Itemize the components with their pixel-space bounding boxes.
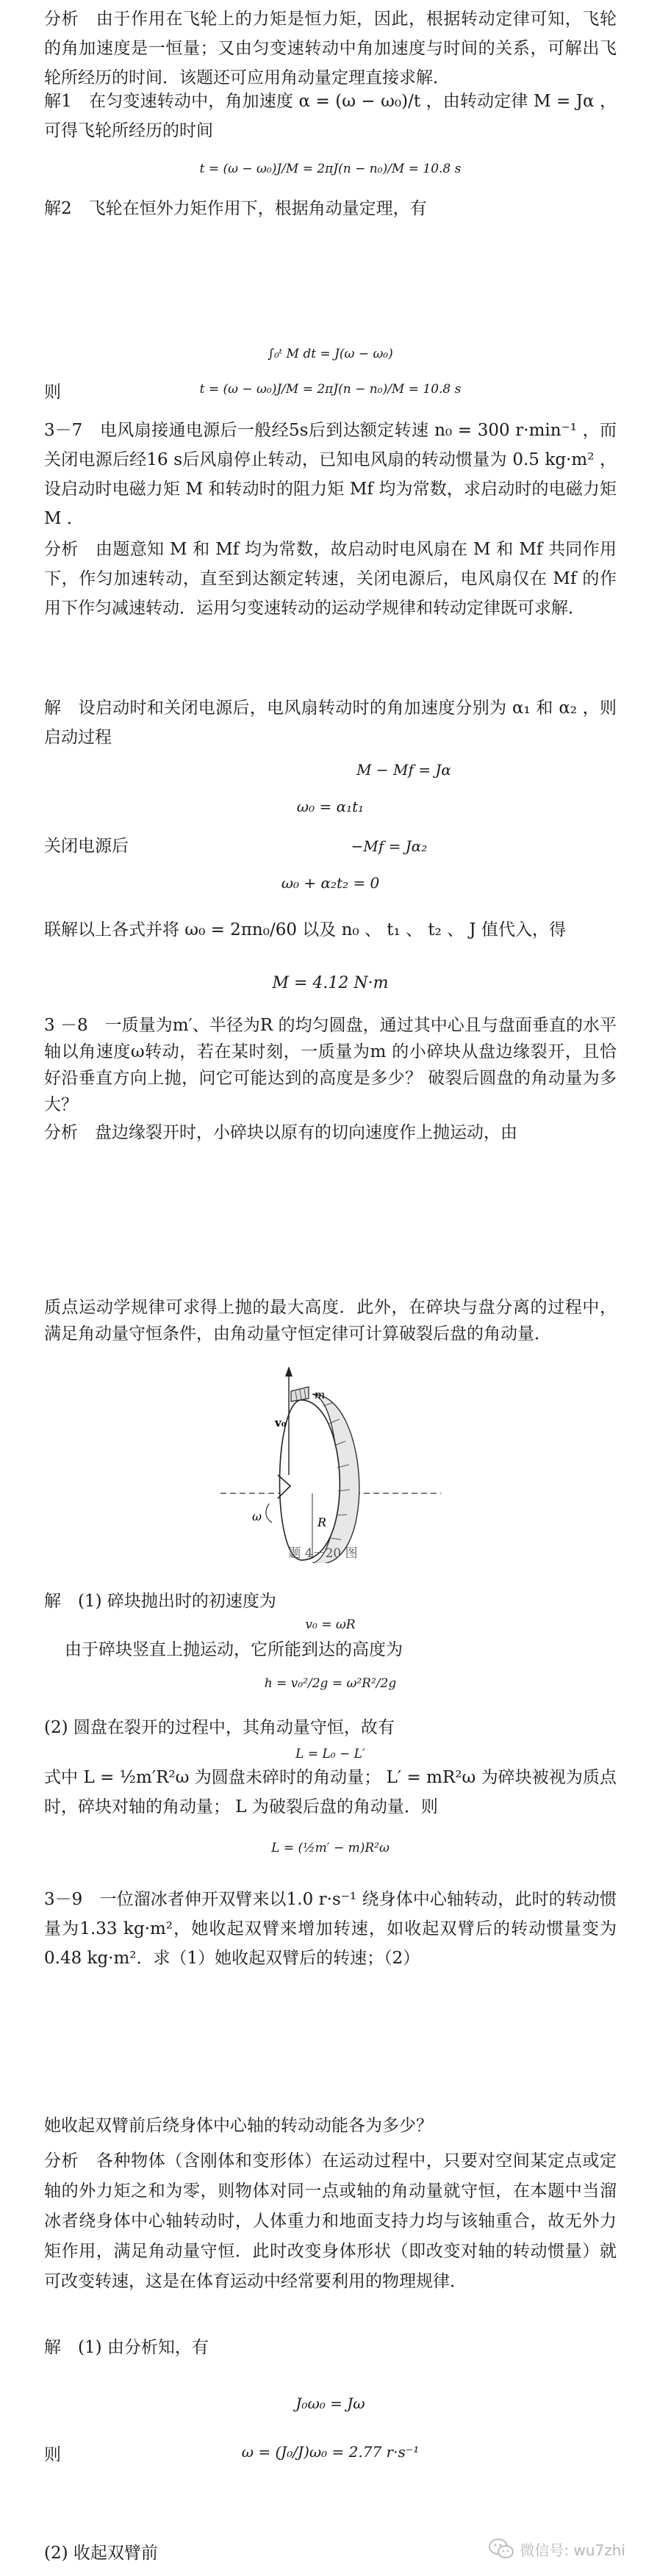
fragment-block — [291, 1387, 309, 1401]
analysis-3-8-part2-text: 质点运动学规律可求得上抛的最大高度．此外，在碎块与盘分离的过程中，满足角动量守恒条件，由角动量守恒定律可计算破裂后盘的角动量． — [44, 1298, 617, 1343]
analysis-3-8-part1-text: 分析 盘边缘裂开时，小碎块以原有的切向速度作上抛运动，由 — [44, 1123, 517, 1142]
problem-3-8 — [44, 1012, 617, 1118]
solution-3-9-text: 解 (1) 由分析知，有 — [44, 2338, 209, 2357]
then-label-2: 则 — [44, 2445, 61, 2464]
omega-arrow — [266, 1504, 272, 1523]
analysis-3-7 — [44, 535, 617, 623]
wechat-icon — [489, 2538, 514, 2560]
velocity-arrowhead — [285, 1366, 293, 1377]
equation-39b-row — [44, 2436, 617, 2472]
equation-3: t = (ω − ω₀)J/M = 2πJ(n − n₀)/M = 10.8 s — [199, 382, 462, 397]
then-label-1: 则 — [44, 383, 61, 402]
label-R: R — [317, 1515, 327, 1529]
solution-3-8-c-text: (2) 圆盘在裂开的过程中，其角动量守恒，故有 — [44, 1718, 395, 1737]
solution-3-8-b — [44, 1635, 617, 1664]
equation-1: t = (ω − ω₀)J/M = 2πJ(n − n₀)/M = 10.8 s — [199, 162, 462, 176]
solution-3-8-d-text: 式中 L = ½m′R²ω 为圆盘未碎时的角动量； L′ = mR²ω 为碎块被视为质点时，碎块对轴的角动量； L 为破裂后盘的角动量．则 — [44, 1768, 617, 1816]
analysis-3-9-text: 分析 各种物体（含刚体和变形体）在运动过程中，只要对空间某定点或定轴的外力矩之和为零，则物体对同一点或轴的角动量就守恒，在本题中当溜冰者绕身体中心轴转动时，人体重力和地面支持力均与该轴重合，故无外力矩作用，满足角动量守恒．此时改变身体形状（即改变对轴的转动惯量）就可改变转速，这是在体育运动中经常要利用的物理规律． — [44, 2151, 617, 2291]
analysis-3-8-part2 — [44, 1294, 617, 1347]
equation-37a-row — [44, 761, 617, 790]
problem-3-9 — [44, 1885, 617, 1973]
equation-39a: J₀ω₀ = Jω — [295, 2395, 365, 2412]
solution-3-8-a-text: 解 (1) 碎块抛出时的初速度为 — [44, 1592, 276, 1611]
wechat-watermark — [489, 2538, 625, 2560]
equation-38a: v₀ = ωR — [305, 1617, 356, 1632]
watermark-text: 微信号: wu7zhi — [520, 2541, 625, 2559]
figure-disk-diagram — [0, 1365, 646, 1563]
equation-37c: −Mf = Jα₂ — [351, 837, 428, 855]
combine-3-7 — [44, 915, 617, 945]
solution-3-9 — [44, 2333, 617, 2362]
analysis-3-8-part1 — [44, 1118, 617, 1147]
problem-3-9-cont — [44, 2111, 617, 2140]
equation-38d-row — [44, 1841, 617, 1870]
solution-3-8-c — [44, 1713, 617, 1742]
solution-1-text: 解1 在匀变速转动中，角加速度 α = (ω − ω₀)/t ，由转动定律 M = Jα ，可得飞轮所经历的时间 — [44, 92, 617, 140]
solution-2 — [44, 194, 617, 223]
equation-39a-row — [44, 2395, 617, 2424]
figure-caption: 题 4－20 图 — [288, 1546, 358, 1561]
equation-38b: h = v₀²/2g = ω²R²/2g — [264, 1676, 397, 1691]
problem-3-8-text: 3 －8 一质量为m′、半径为R 的均匀圆盘，通过其中心且与盘面垂直的水平轴以角速度ω转动，若在某时刻，一质量为m 的小碎块从盘边缘裂开，且恰好沿垂直方向上抛，问它可能达到的高度是多少？ 破裂后圆盘的角动量为多大？ — [44, 1016, 617, 1114]
equation-2-row — [44, 347, 617, 376]
solution-3-9-b-text: (2) 收起双臂前 — [44, 2544, 158, 2563]
solution-3-8-d — [44, 1763, 617, 1822]
analysis-intro — [44, 4, 617, 93]
equation-37d: ω₀ + α₂t₂ = 0 — [281, 874, 380, 892]
problem-3-7 — [44, 416, 617, 533]
equation-3-row — [44, 376, 617, 408]
analysis-3-7-text: 分析 由题意知 M 和 Mf 均为常数，故启动时电风扇在 M 和 Mf 共同作用下，作匀加速转动，直至到达额定转速，关闭电源后，电风扇仅在 Mf 的作用下作匀减速转动．运用匀变速转动的运动学规律和转动定律既可求解． — [44, 540, 617, 618]
equation-38c: L = L₀ − L′ — [295, 1747, 365, 1761]
equation-39b: ω = (J₀/J)ω₀ = 2.77 r·s⁻¹ — [241, 2443, 420, 2461]
equation-37b: ω₀ = α₁t₁ — [296, 798, 365, 815]
label-omega: ω — [252, 1509, 262, 1523]
equation-37e-row — [44, 974, 617, 1003]
equation-37c-row — [44, 831, 617, 864]
solution-3-8-a — [44, 1587, 617, 1616]
solution-3-7 — [44, 693, 617, 752]
equation-38b-row — [44, 1676, 617, 1706]
analysis-3-9 — [44, 2146, 617, 2297]
problem-3-9-text: 3－9 一位溜冰者伸开双臂来以1.0 r·s⁻¹ 绕身体中心轴转动，此时的转动惯量为1.33 kg·m²，她收起双臂来增加转速，如收起双臂后的转动惯量变为0.48 kg·m²．求（1）她收起双臂后的转速；（2） — [44, 1890, 617, 1968]
solution-3-7-text: 解 设启动时和关闭电源后，电风扇转动时的角加速度分别为 α₁ 和 α₂ ，则启动过程 — [44, 699, 617, 747]
equation-38d: L = (½m′ − m)R²ω — [271, 1841, 390, 1855]
label-m: m — [315, 1388, 326, 1401]
figure-4-20 — [0, 1365, 646, 1563]
combine-3-7-text: 联解以上各式并将 ω₀ = 2πn₀/60 以及 n₀ 、 t₁ 、 t₂ 、 J 值代入，得 — [44, 920, 566, 939]
problem-3-9-cont-text: 她收起双臂前后绕身体中心轴的转动动能各为多少？ — [44, 2116, 433, 2135]
equation-37e: M = 4.12 N·m — [272, 974, 389, 992]
solution-1 — [44, 87, 617, 145]
solution-3-8-b-text: 由于碎块竖直上抛运动，它所能到达的高度为 — [65, 1640, 403, 1659]
equation-37a: M − Mf = Jα — [356, 761, 451, 779]
solution-2-text: 解2 飞轮在恒外力矩作用下，根据角动量定理，有 — [44, 199, 427, 218]
analysis-intro-text: 分析 由于作用在飞轮上的力矩是恒力矩，因此，根据转动定律可知，飞轮的角加速度是一恒量；又由匀变速转动中角加速度与时间的关系，可解出飞轮所经历的时间．该题还可应用角动量定理直接求解． — [44, 10, 617, 87]
label-v0: v₀ — [275, 1416, 287, 1429]
problem-3-7-text: 3－7 电风扇接通电源后一般经5s后到达额定转速 n₀ = 300 r·min⁻¹ ，而关闭电源后经16 s后风扇停止转动，已知电风扇的转动惯量为 0.5 kg·m² ，设启动时电磁力矩 M 和转动时的阻力矩 Mf 均为常数，求启动时的电磁力矩 M ． — [44, 421, 617, 528]
equation-1-row — [44, 156, 617, 185]
equation-37b-row — [44, 798, 617, 827]
equation-2: ∫₀ᵗ M dt = J(ω − ω₀) — [268, 347, 393, 361]
equation-37d-row — [44, 874, 617, 903]
close-power-label: 关闭电源后 — [44, 837, 129, 856]
